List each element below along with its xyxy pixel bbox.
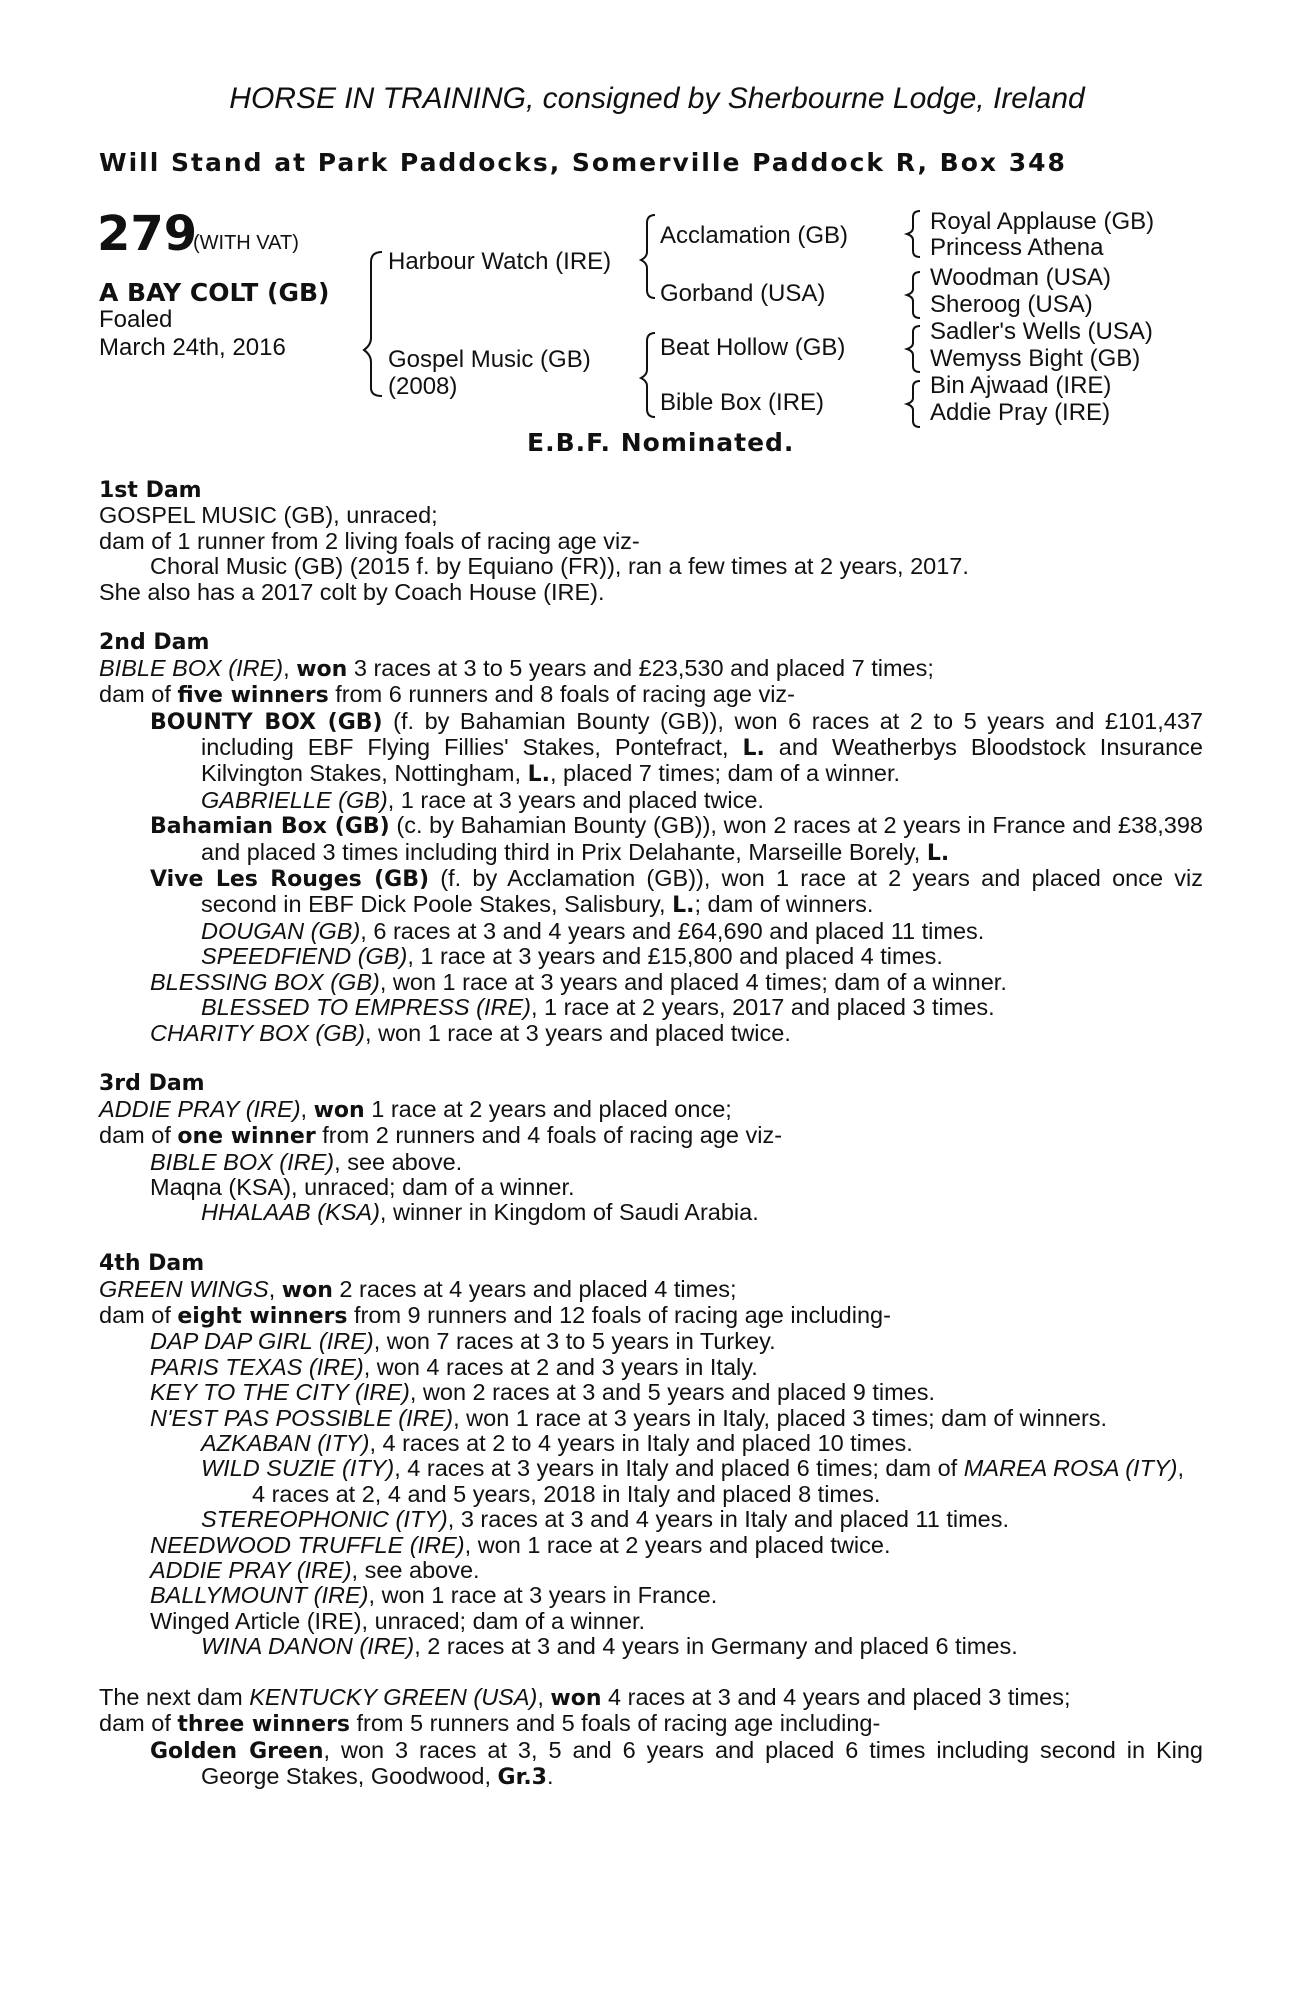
dam-dam: Bible Box (IRE) (660, 389, 825, 416)
dam-sire: Beat Hollow (GB) (660, 334, 846, 361)
progeny-entry: BALLYMOUNT (IRE), won 1 race at 3 years in France. (150, 1582, 718, 1609)
fourth-dam-line: GREEN WINGS, won 2 races at 4 years and placed 4 times; (99, 1275, 737, 1303)
foaled-label: Foaled (99, 306, 173, 333)
next-dam-produce: dam of three winners from 5 runners and 5 foals of racing age including- (99, 1710, 881, 1738)
next-dam-line: The next dam KENTUCKY GREEN (USA), won 4 races at 3 and 4 years and placed 3 times; (99, 1684, 1071, 1712)
third-dam-heading: 3rd Dam (99, 1071, 205, 1097)
first-dam-foal: Choral Music (GB) (2015 f. by Equiano (FR)), ran a few times at 2 years, 2017. (150, 553, 969, 580)
vat-note: (WITH VAT) (193, 232, 299, 254)
progeny-entry: GABRIELLE (GB), 1 race at 3 years and placed twice. (201, 786, 764, 813)
progeny-entry: WINA DANON (IRE), 2 races at 3 and 4 years in Germany and placed 6 times. (201, 1633, 1018, 1660)
progeny-entry: Golden Green, won 3 races at 3, 5 and 6 years and placed 6 times including second in King George Stakes, Goodwood, Gr.3. (150, 1736, 1203, 1791)
consignor-heading: HORSE IN TRAINING, consigned by Sherbourne Lodge, Ireland (229, 82, 1085, 115)
fourth-dam-produce: dam of eight winners from 9 runners and 12 foals of racing age including- (99, 1301, 891, 1329)
produce-record (99, 478, 1203, 1791)
ggp-1: Royal Applause (GB) (930, 208, 1155, 235)
dam-year: (2008) (388, 373, 458, 400)
third-dam-produce: dam of one winner from 2 runners and 4 foals of racing age viz- (99, 1122, 783, 1150)
horse-name: BIBLE BOX (IRE) (99, 654, 284, 681)
progeny-entry: ADDIE PRAY (IRE), see above. (150, 1557, 480, 1584)
dam: Gospel Music (GB) (388, 346, 591, 373)
progeny-entry: DAP DAP GIRL (IRE), won 7 races at 3 to 5 years in Turkey. (150, 1328, 776, 1355)
progeny-entry: BOUNTY BOX (GB) (f. by Bahamian Bounty (GB)), won 6 races at 2 to 5 years and £101,437 including EBF Flying Fillies' Stakes, Pontefract, L. and Weatherbys Bloodstock Insurance Kilvington Stakes, Nottingham, L., placed 7 times; dam of a winner. (150, 707, 1203, 788)
progeny-entry: BLESSED TO EMPRESS (IRE), 1 race at 2 years, 2017 and placed 3 times. (201, 994, 995, 1021)
second-dam-produce: dam of five winners from 6 runners and 8 foals of racing age viz- (99, 681, 795, 709)
sire: Harbour Watch (IRE) (388, 248, 612, 275)
first-dam-line: GOSPEL MUSIC (GB), unraced; (99, 502, 438, 529)
ebf-nominated: E.B.F. Nominated. (527, 428, 795, 457)
first-dam-produce: dam of 1 runner from 2 living foals of racing age viz- (99, 527, 640, 554)
progeny-entry: STEREOPHONIC (ITY), 3 races at 3 and 4 years in Italy and placed 11 times. (201, 1506, 1010, 1533)
foaled-date: March 24th, 2016 (99, 334, 286, 361)
progeny-entry: SPEEDFIEND (GB), 1 race at 3 years and £15,800 and placed 4 times. (201, 943, 943, 970)
progeny-entry: Winged Article (IRE), unraced; dam of a winner. (150, 1607, 646, 1634)
progeny-entry: N'EST PAS POSSIBLE (IRE), won 1 race at 3 years in Italy, placed 3 times; dam of winners. (150, 1404, 1108, 1431)
ggp-5: Sadler's Wells (USA) (930, 318, 1153, 345)
first-dam-heading: 1st Dam (99, 478, 202, 503)
lot-description: A BAY COLT (GB) (99, 278, 330, 307)
ggp-4: Sheroog (USA) (930, 291, 1093, 318)
third-dam-line: ADDIE PRAY (IRE), won 1 race at 2 years and placed once; (99, 1095, 732, 1123)
second-dam-line: BIBLE BOX (IRE), won 3 races at 3 to 5 years and £23,530 and placed 7 times; (99, 654, 934, 682)
progeny-entry: PARIS TEXAS (IRE), won 4 races at 2 and 3 years in Italy. (150, 1353, 758, 1380)
first-dam-note: She also has a 2017 colt by Coach House (IRE). (99, 578, 605, 605)
progeny-entry: NEEDWOOD TRUFFLE (IRE), won 1 race at 2 years and placed twice. (150, 1531, 891, 1558)
progeny-entry: Vive Les Rouges (GB) (f. by Acclamation (GB)), won 1 race at 2 years and placed once viz second in EBF Dick Poole Stakes, Salisbury, L.; dam of winners. (150, 865, 1204, 919)
progeny-entry: Maqna (KSA), unraced; dam of a winner. (150, 1173, 575, 1200)
ggp-8: Addie Pray (IRE) (930, 399, 1111, 426)
sire-dam: Gorband (USA) (660, 280, 826, 307)
ggp-2: Princess Athena (930, 234, 1104, 261)
progeny-entry: Bahamian Box (GB) (c. by Bahamian Bounty (GB)), won 2 races at 2 years in France and £38,398 and placed 3 times including third in Prix Delahante, Marseille Borely, L. (150, 812, 1204, 866)
ggp-6: Wemyss Bight (GB) (930, 345, 1141, 372)
fourth-dam-heading: 4th Dam (99, 1251, 205, 1277)
ggp-3: Woodman (USA) (930, 264, 1111, 291)
ggp-7: Bin Ajwaad (IRE) (930, 372, 1112, 399)
progeny-entry: DOUGAN (GB), 6 races at 3 and 4 years and £64,690 and placed 11 times. (201, 917, 985, 944)
sire-sire: Acclamation (GB) (660, 222, 849, 249)
progeny-entry: AZKABAN (ITY), 4 races at 2 to 4 years in Italy and placed 10 times. (201, 1429, 913, 1456)
progeny-entry: CHARITY BOX (GB), won 1 race at 3 years and placed twice. (150, 1019, 791, 1046)
progeny-entry: BIBLE BOX (IRE), see above. (150, 1148, 463, 1175)
stand-location: Will Stand at Park Paddocks, Somerville Paddock R, Box 348 (99, 148, 1067, 177)
progeny-entry: BLESSING BOX (GB), won 1 race at 3 years and placed 4 times; dam of a winner. (150, 968, 1007, 995)
second-dam-heading: 2nd Dam (99, 630, 210, 656)
lot-number: 279 (97, 206, 198, 262)
progeny-entry: KEY TO THE CITY (IRE), won 2 races at 3 and 5 years and placed 9 times. (150, 1379, 935, 1406)
progeny-entry: WILD SUZIE (ITY), 4 races at 3 years in Italy and placed 6 times; dam of MAREA ROSA (ITY), 4 races at 2, 4 and 5 years, 2018 in Italy and placed 8 times. (201, 1455, 1184, 1507)
progeny-entry: HHALAAB (KSA), winner in Kingdom of Saudi Arabia. (201, 1199, 759, 1226)
